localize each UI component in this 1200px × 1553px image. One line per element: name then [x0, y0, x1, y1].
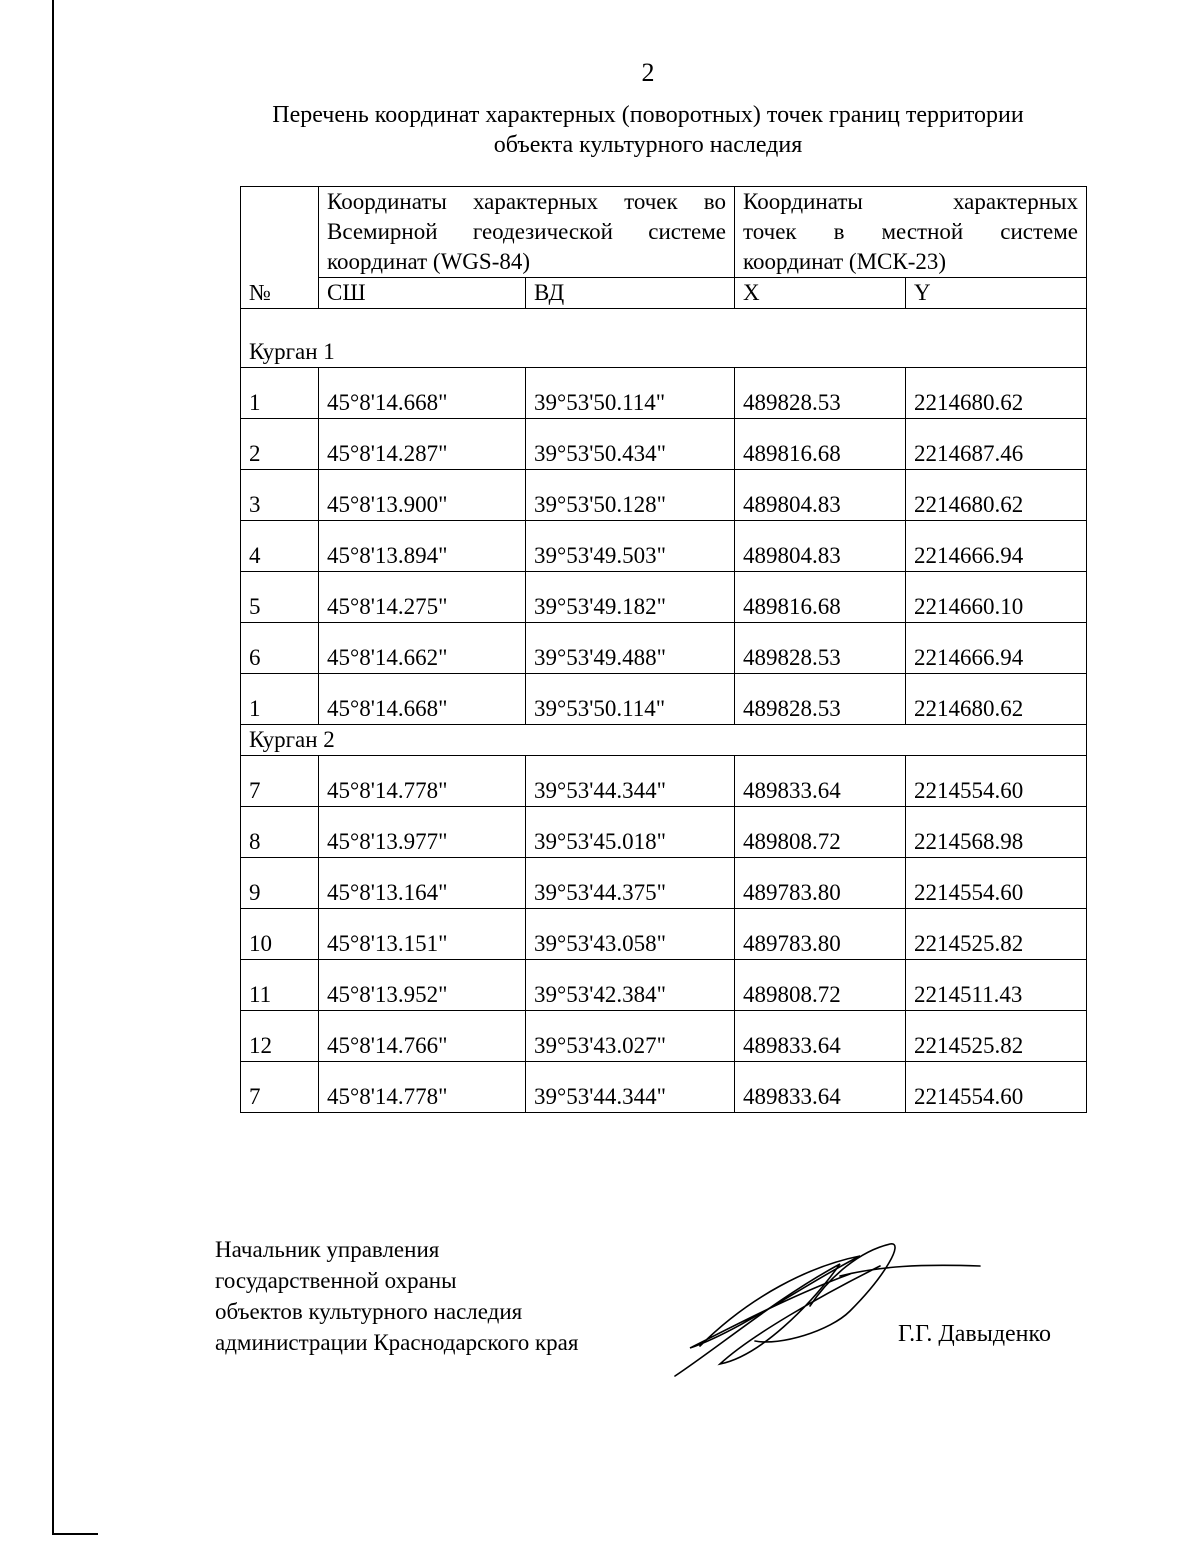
point-number: 2: [241, 419, 319, 470]
group-row: [241, 725, 1087, 756]
x-cell: 489816.68: [735, 572, 906, 623]
y-cell: 2214666.94: [906, 623, 1087, 674]
longitude-cell: 39°53'50.114": [526, 674, 735, 725]
point-number: 3: [241, 470, 319, 521]
x-cell: 489804.83: [735, 470, 906, 521]
latitude-cell: 45°8'13.900": [319, 470, 526, 521]
y-cell: 2214680.62: [906, 470, 1087, 521]
latitude-cell: 45°8'14.668": [319, 674, 526, 725]
x-cell: 489833.64: [735, 1011, 906, 1062]
latitude-cell: 45°8'13.977": [319, 807, 526, 858]
longitude-cell: 39°53'49.488": [526, 623, 735, 674]
y-cell: 2214680.62: [906, 674, 1087, 725]
point-number: 11: [241, 960, 319, 1011]
longitude-cell: 39°53'49.182": [526, 572, 735, 623]
table-row: [241, 623, 1087, 674]
table-row: [241, 807, 1087, 858]
y-cell: 2214680.62: [906, 368, 1087, 419]
y-cell: 2214525.82: [906, 1011, 1087, 1062]
document-title: [160, 100, 1136, 160]
signer-name: Г.Г. Давыденко: [898, 1321, 1051, 1347]
table-row: [241, 756, 1087, 807]
point-number: 1: [241, 674, 319, 725]
header-msk23: Координаты характерных точек в местной системе координат (МСК-23): [735, 187, 1087, 278]
y-cell: 2214554.60: [906, 1062, 1087, 1113]
table-row: [241, 1011, 1087, 1062]
point-number: 7: [241, 756, 319, 807]
latitude-cell: 45°8'14.668": [319, 368, 526, 419]
point-number: 4: [241, 521, 319, 572]
header-x: X: [735, 278, 906, 309]
longitude-cell: 39°53'45.018": [526, 807, 735, 858]
latitude-cell: 45°8'14.778": [319, 756, 526, 807]
latitude-cell: 45°8'13.894": [319, 521, 526, 572]
header-y: Y: [906, 278, 1087, 309]
header-longitude: ВД: [526, 278, 735, 309]
x-cell: 489804.83: [735, 521, 906, 572]
table-row: [241, 572, 1087, 623]
x-cell: 489828.53: [735, 368, 906, 419]
x-cell: 489828.53: [735, 674, 906, 725]
page-number: 2: [641, 58, 655, 87]
header-wgs84: Координаты характерных точек во Всемирной геодезической системе координат (WGS-84): [319, 187, 735, 278]
x-cell: 489816.68: [735, 419, 906, 470]
point-number: 12: [241, 1011, 319, 1062]
latitude-cell: 45°8'14.662": [319, 623, 526, 674]
y-cell: 2214511.43: [906, 960, 1087, 1011]
table-row: [241, 909, 1087, 960]
table-row: [241, 960, 1087, 1011]
group-name: Курган 2: [241, 725, 1087, 756]
table-header-row: [241, 187, 1087, 278]
latitude-cell: 45°8'14.275": [319, 572, 526, 623]
header-latitude: СШ: [319, 278, 526, 309]
x-cell: 489828.53: [735, 623, 906, 674]
table-row: [241, 419, 1087, 470]
longitude-cell: 39°53'44.344": [526, 1062, 735, 1113]
y-cell: 2214687.46: [906, 419, 1087, 470]
longitude-cell: 39°53'43.027": [526, 1011, 735, 1062]
x-cell: 489808.72: [735, 960, 906, 1011]
table-row: [241, 521, 1087, 572]
x-cell: 489808.72: [735, 807, 906, 858]
group-row: [241, 309, 1087, 368]
table-row: [241, 368, 1087, 419]
point-number: 5: [241, 572, 319, 623]
point-number: 1: [241, 368, 319, 419]
point-number: 9: [241, 858, 319, 909]
point-number: 10: [241, 909, 319, 960]
latitude-cell: 45°8'14.778": [319, 1062, 526, 1113]
longitude-cell: 39°53'44.375": [526, 858, 735, 909]
signer-position: Начальник управления государственной охраны объектов культурного наследия администрации Краснодарского края: [215, 1237, 579, 1355]
table-row: [241, 1062, 1087, 1113]
longitude-cell: 39°53'43.058": [526, 909, 735, 960]
y-cell: 2214666.94: [906, 521, 1087, 572]
x-cell: 489783.80: [735, 858, 906, 909]
handwritten-signature: [660, 1236, 990, 1386]
latitude-cell: 45°8'13.151": [319, 909, 526, 960]
latitude-cell: 45°8'13.164": [319, 858, 526, 909]
x-cell: 489783.80: [735, 909, 906, 960]
latitude-cell: 45°8'13.952": [319, 960, 526, 1011]
y-cell: 2214554.60: [906, 858, 1087, 909]
group-name: Курган 1: [241, 309, 1087, 368]
longitude-cell: 39°53'49.503": [526, 521, 735, 572]
point-number: 8: [241, 807, 319, 858]
longitude-cell: 39°53'44.344": [526, 756, 735, 807]
scan-edge-left: [52, 0, 54, 1535]
x-cell: 489833.64: [735, 756, 906, 807]
x-cell: 489833.64: [735, 1062, 906, 1113]
point-number: 7: [241, 1062, 319, 1113]
y-cell: 2214660.10: [906, 572, 1087, 623]
table-subheader-row: [241, 278, 1087, 309]
y-cell: 2214525.82: [906, 909, 1087, 960]
latitude-cell: 45°8'14.287": [319, 419, 526, 470]
scan-edge-bottom: [52, 1533, 98, 1535]
table-row: [241, 858, 1087, 909]
longitude-cell: 39°53'50.114": [526, 368, 735, 419]
y-cell: 2214568.98: [906, 807, 1087, 858]
document-title-line-1: Перечень координат характерных (поворотных) точек границ территории: [272, 102, 1024, 128]
header-number: №: [241, 187, 319, 309]
latitude-cell: 45°8'14.766": [319, 1011, 526, 1062]
y-cell: 2214554.60: [906, 756, 1087, 807]
point-number: 6: [241, 623, 319, 674]
table-row: [241, 470, 1087, 521]
longitude-cell: 39°53'50.434": [526, 419, 735, 470]
coordinates-table: [240, 186, 1087, 1113]
document-title-line-2: объекта культурного наследия: [493, 132, 803, 158]
table-row: [241, 674, 1087, 725]
longitude-cell: 39°53'42.384": [526, 960, 735, 1011]
longitude-cell: 39°53'50.128": [526, 470, 735, 521]
